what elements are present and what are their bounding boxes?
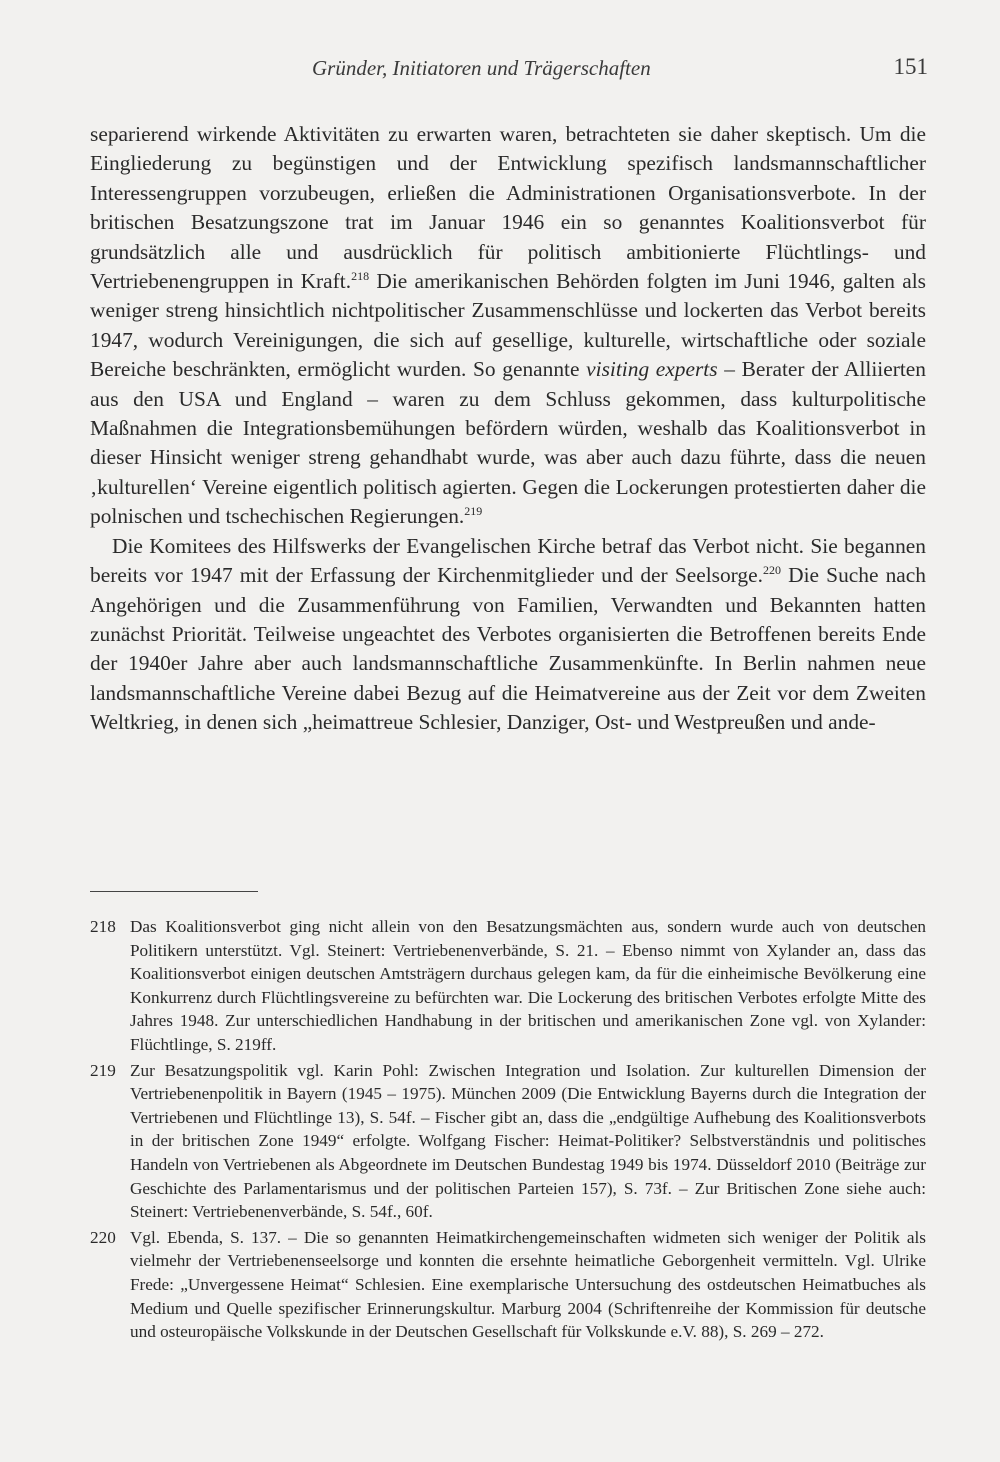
main-text	[90, 120, 926, 738]
text-run: Die Komitees des Hilfswerks der Evangelischen Kirche betraf das Verbot nicht. Sie begannen bereits vor 1947 mit der Erfassung der Kirchenmitglieder und der Seelsorge.	[90, 533, 926, 588]
footnote-marker-218: 218	[351, 268, 370, 283]
footnote-218	[90, 915, 926, 1057]
footnote-marker-219: 219	[464, 504, 483, 519]
footnote-219	[90, 1059, 926, 1224]
paragraph-1	[90, 120, 926, 532]
text-run: – Berater der Alliierten aus den USA und England – waren zu dem Schluss gekommen, dass kulturpolitische Maßnahmen die Integrationsbemühungen befördern würden, weshalb das Koalitionsverbot in dieser Hinsicht weniger streng gehandhabt wurde, was aber auch dazu führte, dass die neuen ‚kulturellen‘ Vereine eigentlich politisch agierten. Gegen die Lockerungen protestierten daher die polnischen und tschechischen Regierungen.	[90, 357, 926, 529]
footnote-text: Das Koalitionsverbot ging nicht allein von den Besatzungsmächten aus, sondern wurde auch von deutschen Politikern unterstützt. Vgl. Steinert: Vertriebenenverbände, S. 21. – Ebenso nimmt von Xylander an, dass das Koalitionsverbot einigen deutschen Amtsträgern durchaus gelegen kam, da für die einheimische Bevölkerung eine Konkurrenz durch Flüchtlingsvereine zu befürchten war. Die Lockerung des britischen Verbotes erfolgte Mitte des Jahres 1948. Zur unterschiedlichen Handhabung in der britischen und amerikanischen Zone vgl. von Xylander: Flüchtlinge, S. 219ff.	[130, 917, 926, 1054]
footnote-number: 219	[90, 1060, 116, 1080]
footnote-divider	[90, 891, 258, 892]
italic-term: visiting experts	[586, 357, 718, 382]
footnote-marker-220: 220	[762, 562, 781, 577]
page-number: 151	[893, 54, 928, 79]
text-run: separierend wirkende Aktivitäten zu erwarten waren, betrachteten sie daher skeptisch. Um die Eingliederung zu begünstigen und der Entwicklung spezifisch landsmannschaftlicher Interessengruppen vorzubeugen, erließen die Administrationen Organisationsverbote. In der britischen Besatzungszone trat im Januar 1946 ein so genanntes Koalitionsverbot für grundsätzlich alle und ausdrücklich für politisch ambitionierte Flüchtlings- und Vertriebenengruppen in Kraft.	[90, 122, 926, 294]
footnote-text: Zur Besatzungspolitik vgl. Karin Pohl: Zwischen Integration und Isolation. Zur kulturellen Dimension der Vertriebenenpolitik in Bayern (1945 – 1975). München 2009 (Die Entwicklung Bayerns durch die Integration der Vertriebenen und Flüchtlinge 13), S. 54f. – Fischer gibt an, dass die „endgültige Aufhebung des Koalitionsverbots in der britischen Zone 1949“ erfolgte. Wolfgang Fischer: Heimat-Politiker? Selbstverständnis und politisches Handeln von Vertriebenen als Abgeordnete im Deutschen Bundestag 1949 bis 1974. Düsseldorf 2010 (Beiträge zur Geschichte des Parlamentarismus und der politischen Parteien 157), S. 73f. – Zur Britischen Zone siehe auch: Steinert: Vertriebenenverbände, S. 54f., 60f.	[130, 1060, 926, 1222]
footnote-number: 220	[90, 1227, 116, 1247]
footnote-220	[90, 1226, 926, 1344]
paragraph-2	[90, 532, 926, 738]
page-header	[90, 56, 928, 90]
footnotes	[90, 915, 926, 1346]
footnote-text: Vgl. Ebenda, S. 137. – Die so genannten Heimatkirchengemeinschaften widmeten sich weniger der Politik als vielmehr der Vertriebenenseelsorge und konnten die ersehnte heimatliche Geborgenheit vermitteln. Vgl. Ulrike Frede: „Unvergessene Heimat“ Schlesien. Eine exemplarische Untersuchung des ostdeutschen Heimatbuches als Medium und Quelle spezifischer Erinnerungskultur. Marburg 2004 (Schriftenreihe der Kommission für deutsche und osteuropäische Volkskunde in der Deutschen Gesellschaft für Volkskunde e.V. 88), S. 269 – 272.	[130, 1227, 926, 1342]
text-run: Die amerikanischen Behörden folgten im Juni 1946, galten als weniger streng hinsichtlich nichtpolitischer Zusammenschlüsse und lockerten das Verbot bereits 1947, wodurch Vereinigungen, die sich auf gesellige, kulturelle, wirtschaftliche oder soziale Bereiche beschränkten, ermöglicht wurden. So genannte	[90, 269, 926, 382]
footnote-number: 218	[90, 917, 116, 936]
running-title: Gründer, Initiatoren und Trägerschaften	[312, 56, 651, 80]
text-run: Die Suche nach Angehörigen und die Zusammenführung von Familien, Verwandten und Bekannten hatten zunächst Priorität. Teilweise ungeachtet des Verbotes organisierten die Betroffenen bereits Ende der 1940er Jahre aber auch landsmannschaftliche Zusammenkünfte. In Berlin nahmen neue landsmannschaftliche Vereine dabei Bezug auf die Heimatvereine aus der Zeit vor dem Zweiten Weltkrieg, in denen sich „heimattreue Schlesier, Danziger, Ost- und Westpreußen und ande-	[90, 563, 926, 735]
